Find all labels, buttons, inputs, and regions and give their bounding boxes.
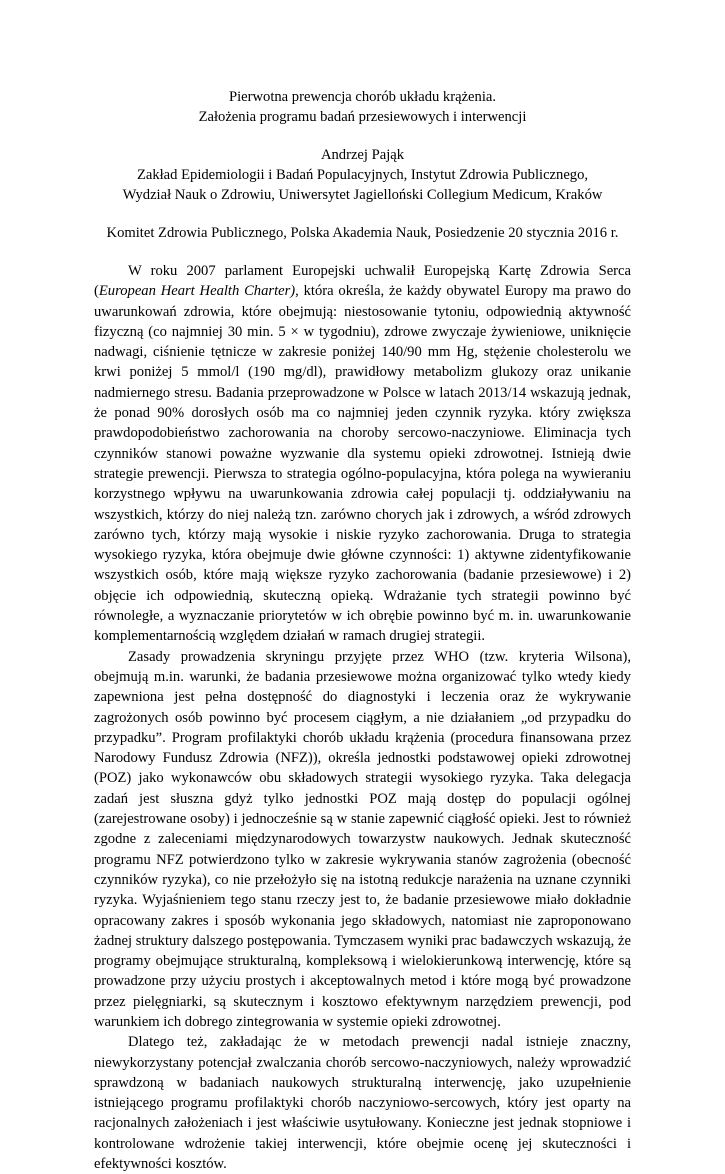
paragraph-1-text-end: , która określa, że każdy obywatel Europy ma prawo do uwarunkowań zdrowia, które obejmują: niestosowanie tytoniu, odpowiednią aktywność fizyczną (co najmniej 30 min. 5 × w tygodniu), zdrowe zwyczaje żywieniowe, uniknięcie nadwagi, ciśnienie tętnicze w zakresie poniżej 140/90 mm Hg, stężenie cholesterolu we krwi poniżej 5 mmol/l (190 mg/dl), prawidłowy metabolizm glukozy oraz unikanie nadmiernego stresu. Badania przeprowadzone w Polsce w latach 2013/14 wskazują jednak, że ponad 90% dorosłych osób ma co najmniej jeden czynnik ryzyka. który zwiększa prawdopodobieństwo zachorowania na choroby sercowo-naczyniowe. Eliminacja tych czynników stanowi poważne wyzwanie dla systemu opieki zdrowotnej. Istnieją dwie strategie prewencji. Pierwsza to strategia ogólno-populacyjna, która polega na wywieraniu korzystnego wpływu na uwarunkowania zdrowia całej populacji tj. oddziaływaniu na wszystkich, którzy do niej należą tzn. zarówno chorych jak i zdrowych, a wśród zdrowych zarówno tych, którzy mają wysokie i niskie ryzyko zachorowania. Druga to strategia wysokiego ryzyka, która obejmuje dwie główne czynności: 1) aktywne zidentyfikowanie wszystkich osób, które mają większe ryzyko zachorowania (badanie przesiewowe) i 2) objęcie ich odpowiednią, skuteczną opieką. Wdrażanie tych strategii powinno być równoległe, a wyznaczanie priorytetów w ich obrębie powinno być m. in. uwarunkowanie komplementarnością względem działań w ramach drugiej strategii.: [94, 283, 631, 645]
paragraph-2: Zasady prowadzenia skryningu przyjęte przez WHO (tzw. kryteria Wilsona), obejmują m.in. warunki, że badania przesiewowe można organizować tylko wtedy kiedy zapewniona jest pełna dostępność do diagnostyki i leczenia oraz że wykrywanie zagrożonych osób powinno być procesem ciągłym, a nie działaniem „od przypadku do przypadku”. Program profilaktyki chorób układu krążenia (procedura finansowana przez Narodowy Fundusz Zdrowia (NFZ)), określa jednostki podstawowej opieki zdrowotnej (POZ) jako wykonawców obu składowych strategii wysokiego ryzyka. Taka delegacja zadań jest słuszna gdyż tylko jednostki POZ mają dostęp do populacji ogólnej (zarejestrowane osoby) i jednocześnie są w stanie zapewnić ciągłość opieki. Jest to również zgodne z zaleceniami międzynarodowych towarzystw naukowych. Jednak skuteczność programu NFZ potwierdzono tylko w zakresie wykrywania stanów zagrożenia (obecność czynników ryzyka), co nie przełożyło się na istotną redukcje narażenia na uznane czynniki ryzyka. Wyjaśnieniem tego stanu rzeczy jest to, że badanie przesiewowe miało dokładnie opracowany zakres i sposób wykonania jego składowych, natomiast nie zaproponowano żadnej struktury dalszego postępowania. Tymczasem wyniki prac badawczych wskazują, że programy obejmujące strukturalną, kompleksową i wielokierunkową interwencję, które są prowadzone przy użyciu prostych i akceptowalnych metod i które mogą być prowadzone przez pielęgniarki, są skutecznym i kosztowo efektywnym narzędziem prewencji, pod warunkiem ich dobrego zintegrowania w systemie opieki zdrowotnej.: [94, 648, 631, 1030]
paragraph-1: [94, 261, 631, 647]
paragraph-1-text-start: W roku 2007 parlament Europejski uchwalił Europejską Kartę Zdrowia Serca (: [94, 263, 631, 300]
affiliation-line-2: Wydział Nauk o Zdrowiu, Uniwersytet Jagielloński Collegium Medicum, Kraków: [122, 187, 603, 203]
meeting-info: Komitet Zdrowia Publicznego, Polska Akademia Nauk, Posiedzenie 20 stycznia 2016 r.: [106, 225, 619, 241]
document-title-line-1: Pierwotna prewencja chorób układu krążenia.: [228, 89, 497, 105]
author-block: [94, 145, 631, 205]
document-title-line-2: Założenia programu badań przesiewowych i interwencji: [198, 109, 527, 125]
title-block: [94, 87, 631, 127]
paragraph-3: Dlatego też, zakładając że w metodach prewencji nadal istnieje znaczny, niewykorzystany potencjał zwalczania chorób sercowo-naczyniowych, należy wprowadzić sprawdzoną w badaniach naukowych strukturalną interwencję, jako uzupełnienie istniejącego programu profilaktyki chorób naczyniowo-sercowych, który jest oparty na racjonalnych założeniach i jest właściwie usytułowany. Konieczne jest jednak stopniowe i kontrolowane wdrożenie takiej interwencji, które obejmie ocenę jej skuteczności i efektywności kosztów.: [94, 1034, 631, 1173]
author-name: Andrzej Pająk: [320, 147, 405, 163]
paragraph-1-italic-title: European Heart Health Charter): [98, 283, 296, 300]
affiliation-line-1: Zakład Epidemiologii i Badań Populacyjnych, Instytut Zdrowia Publicznego,: [136, 167, 589, 183]
